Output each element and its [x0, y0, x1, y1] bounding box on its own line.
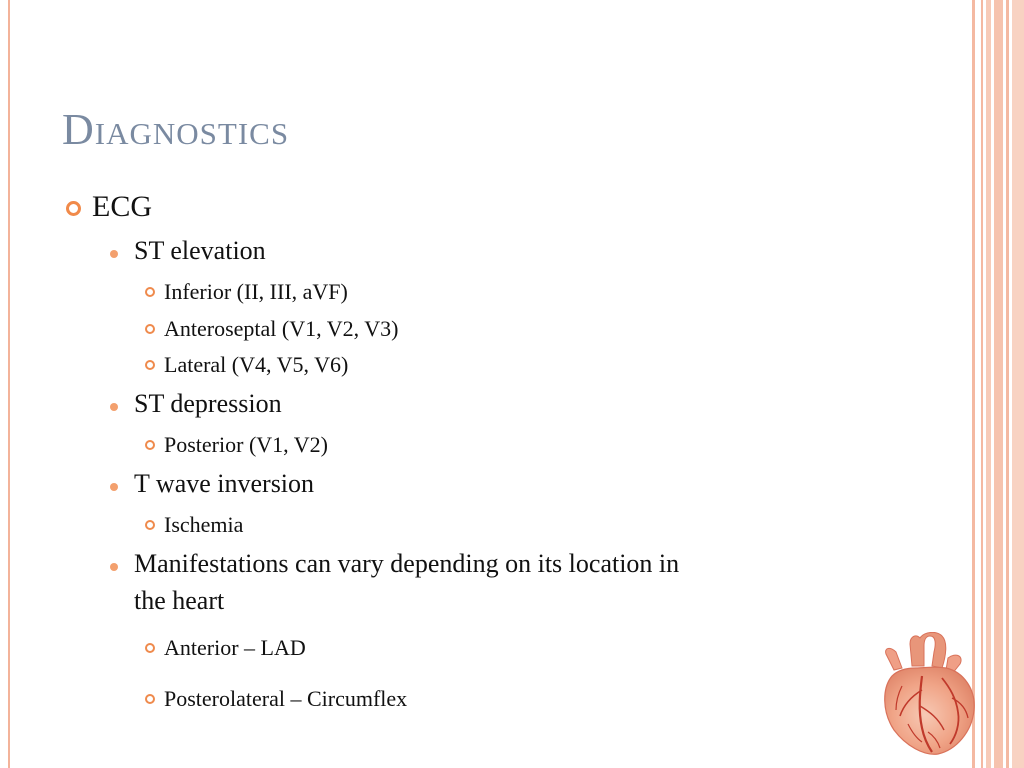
- heart-illustration-icon: [872, 632, 982, 760]
- dot-bullet-icon: [110, 403, 118, 411]
- ring-bullet-icon: [145, 360, 155, 370]
- list-item-ischemia: Ischemia: [164, 512, 244, 537]
- ring-bullet-icon: [145, 694, 155, 704]
- list-item-ecg: ECG: [92, 190, 152, 223]
- stripe: [986, 0, 991, 768]
- left-border-line: [8, 0, 10, 768]
- ring-bullet-icon: [145, 324, 155, 334]
- list-item-anterior: Anterior – LAD: [164, 635, 306, 660]
- list-item-st-depression: ST depression: [134, 389, 282, 418]
- list-item-manifestations-line2: the heart: [134, 586, 225, 615]
- dot-bullet-icon: [110, 483, 118, 491]
- stripe: [994, 0, 1003, 768]
- list-item-inferior: Inferior (II, III, aVF): [164, 279, 348, 304]
- list-item-manifestations-line1: Manifestations can vary depending on its location in: [134, 549, 680, 578]
- list-item-posterior: Posterior (V1, V2): [164, 432, 328, 457]
- ring-bullet-icon: [145, 520, 155, 530]
- ring-bullet-icon: [66, 201, 81, 216]
- dot-bullet-icon: [110, 563, 118, 571]
- dot-bullet-icon: [110, 250, 118, 258]
- list-item-lateral: Lateral (V4, V5, V6): [164, 352, 349, 377]
- slide-title: Diagnostics: [62, 105, 290, 154]
- list-item-posterolateral: Posterolateral – Circumflex: [164, 686, 408, 711]
- list-item-st-elevation: ST elevation: [134, 236, 266, 265]
- list-item-anteroseptal: Anteroseptal (V1, V2, V3): [164, 316, 399, 341]
- list-item-t-wave: T wave inversion: [134, 469, 315, 498]
- stripe: [1012, 0, 1024, 768]
- ring-bullet-icon: [145, 643, 155, 653]
- stripe: [1006, 0, 1009, 768]
- ring-bullet-icon: [145, 287, 155, 297]
- ring-bullet-icon: [145, 440, 155, 450]
